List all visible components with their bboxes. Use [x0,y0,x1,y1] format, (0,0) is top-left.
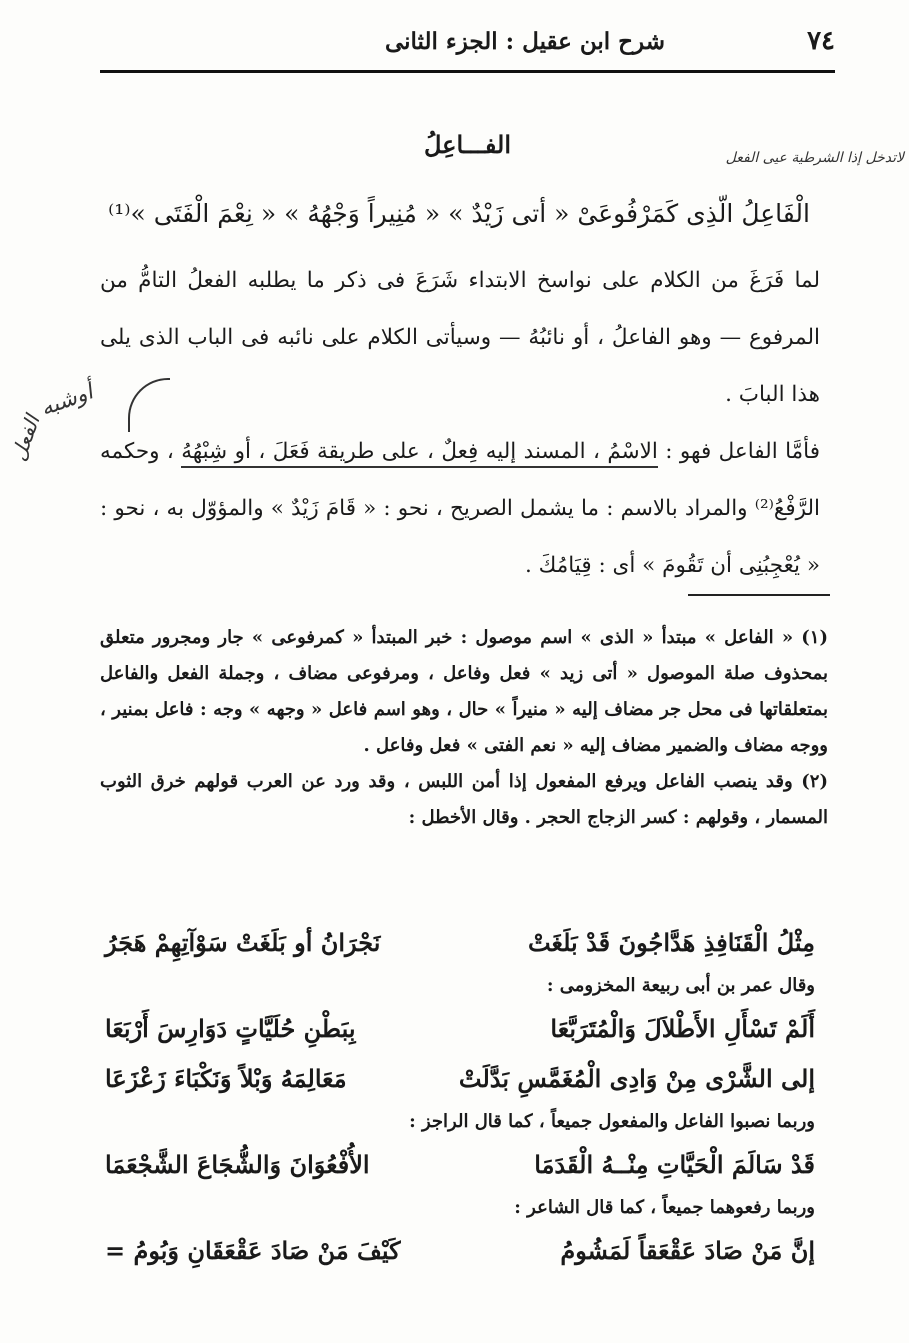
hemistich-2a: أَلَمْ تَسْأَلِ الأَطْلاَلَ وَالْمُتَرَبَّعَا [550,1014,815,1043]
footnote-1: (١) « الفاعل » مبتدأ « الذى » اسم موصول : خبر المبتدأ « كمرفوعى » جار ومجرور متعلق بمحذوف صلة الموصول « أتى زيد » فعل وفاعل ، ومرفوعى مضاف ، وجملة الفعل والفاعل بمتعلقاتها فى محل جر مضاف إليه « منيراً » حال ، وهو اسم فاعل « وجهه » وجه : فاعل بمنير ، ووجه مضاف والضمير مضاف إليه « نعم الفتى » فعل وفاعل . [100,627,828,756]
page-number: ٧٤ [807,26,835,56]
hemistich-3b: مَعَالِمَهُ وَبْلاً وَنَكْبَاءَ زَعْزَعَا [105,1064,347,1093]
section-heading: الفـــاعِلُ [423,130,512,159]
hemistich-1a: مِثْلُ الْقَنَافِذِ هَدَّاجُونَ قَدْ بَلَغَتْ [527,928,815,957]
hemistich-4b: الأُفْعُوَانَ وَالشُّجَاعَ الشَّجْعَمَا [105,1150,370,1179]
footnote-rule [688,594,830,596]
page-header [100,22,835,66]
hemistich-3a: إلى الشَّرْى مِنْ وَادِى الْمُغَمَّسِ بَدَّلَتْ [458,1064,815,1093]
poem-intro-3: وربما نصبوا الفاعل والمفعول جميعاً ، كما قال الراجز : [409,1111,815,1132]
poem-line-1 [105,918,815,968]
footnotes [100,620,828,836]
underlined-definition: الاسْمُ ، المسند إليه فِعلٌ ، على طريقة فَعَلَ ، أو شِبْهُهُ [181,439,658,468]
alfiyya-verse: الْفَاعِلُ الّذِى كَمَرْفُوعَىْ « أتى زَيْدٌ » « مُنِيراً وَجْهُهُ » « نِعْمَ الْفَتَى »⁽¹⁾ [108,199,810,228]
footnote-2: (٢) وقد ينصب الفاعل ويرفع المفعول إذا أمن اللبس ، وقد ورد عن العرب قولهم خرق الثوب المسمار ، وقولهم : كسر الزجاج الحجر . وقال الأخطل : [100,771,828,828]
header-rule [100,70,835,73]
poem-intro-4: وربما رفعوهما جميعاً ، كما قال الشاعر : [514,1197,815,1218]
margin-note-left [2,380,112,480]
commentary-paragraph-1: لما فَرَغَ من الكلام على نواسخ الابتداء شَرَعَ فى ذكر ما يطلبه الفعلُ التامُّ من المرفوع — وهو الفاعلُ ، أو نائبُهُ — وسيأتى الكلام على نائبه فى الباب الذى يلى هذا البابَ . [100,268,820,407]
margin-note-word-2: الفعل [6,412,45,464]
poem-line-2 [105,1004,815,1054]
hemistich-1b: نَجْرَانُ أو بَلَغَتْ سَوْآتِهِمْ هَجَرُ [105,928,381,957]
hemistich-2b: بِبَطْنِ حُلَيَّاتٍ دَوَارِسَ أَرْبَعَا [105,1014,356,1043]
commentary-body [100,252,820,594]
commentary-paragraph-2 [100,423,820,594]
poem-intro-2: وقال عمر بن أبى ربيعة المخزومى : [546,975,815,996]
poem-block [105,918,815,1276]
margin-note-word-1: أوشبه [37,379,97,422]
paragraph-2-start: فأمَّا الفاعل فهو : [657,439,820,464]
poem-line-5 [105,1226,815,1276]
poem-line-3 [105,1054,815,1104]
paragraph-2-rest: ، وحكمه الرَّفْعُ⁽²⁾ والمراد بالاسم : ما يشمل الصريح ، نحو : « قَامَ زَيْدٌ » والمؤوّل به ، نحو : « يُعْجِبُنِى أن تَقُومَ » أى : قِيَامُكَ . [100,439,820,578]
hemistich-4a: قَدْ سَالَمَ الْحَيَّاتِ مِنْــهُ الْقَدَمَا [534,1150,815,1179]
hemistich-5a: إنَّ مَنْ صَادَ عَقْعَقاً لَمَشُومُ [560,1236,815,1265]
poem-line-4 [105,1140,815,1190]
hemistich-5b: كَيْفَ مَنْ صَادَ عَقْعَقَانِ وَبُومُ = [105,1236,401,1265]
running-title: شرح ابن عقيل : الجزء الثانى [384,28,665,55]
margin-note-top: لاتدخل إذا الشرطية عيى الفعل [725,150,904,166]
